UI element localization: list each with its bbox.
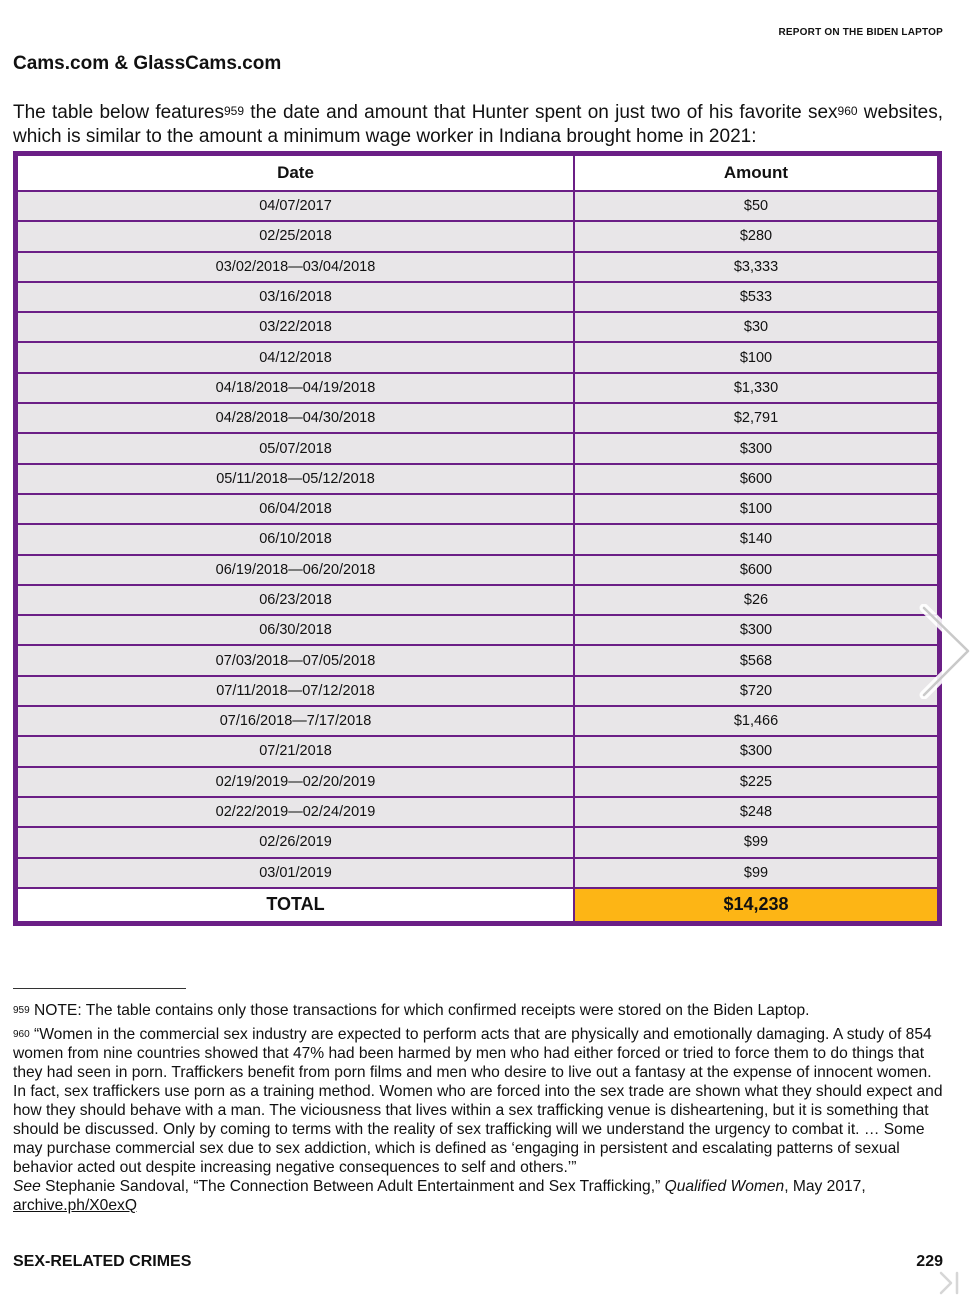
row-amount: $99 [574,858,938,888]
row-amount: $30 [574,312,938,342]
row-date: 07/03/2018—07/05/2018 [17,645,574,675]
table-row [17,676,938,706]
spending-table [16,154,939,923]
row-amount: $1,330 [574,373,938,403]
table-row [17,464,938,494]
row-amount: $248 [574,797,938,827]
row-amount: $720 [574,676,938,706]
table-row [17,645,938,675]
row-date: 03/01/2019 [17,858,574,888]
footnote-quote: “Women in the commercial sex industry are expected to perform acts that are physically and emotionally damaging. A study of 854 women from nine countries showed that 47% had been harmed by men who had either forced or tried to force them to do things that they had seen in porn. Traffickers benefit from porn films and men who desire to live out a fantasy at the expense of innocent women. In fact, sex traffickers use porn as a training method. Women who are forced into the sex trade are shown what they should expect and how they should behave with a man. The viciousness that lives within a sex trafficking venue is disheartening, but it is something that should be discussed. Only by coming to terms with the reality of sex trafficking will we understand the urgency to combat it. … Some may purchase commercial sex due to sex addiction, which is defined as ‘engaging in persistent and escalating patterns of sexual behavior acted out despite increasing negative consequences to self and others.’” [13,1026,943,1176]
row-amount: $100 [574,342,938,372]
section-title: Cams.com & GlassCams.com [13,53,282,74]
row-amount: $300 [574,615,938,645]
row-amount: $280 [574,221,938,251]
see-signal: See [13,1178,41,1195]
footnote-text: NOTE: The table contains only those transactions for which confirmed receipts were stored on the Biden Laptop. [29,1002,810,1019]
row-amount: $600 [574,464,938,494]
citation-journal: Qualified Women [664,1178,785,1195]
table-row [17,827,938,857]
table-row [17,252,938,282]
table-row [17,858,938,888]
citation-text: Stephanie Sandoval, “The Connection Between Adult Entertainment and Sex Trafficking,” [40,1178,665,1195]
row-date: 06/10/2018 [17,524,574,554]
row-amount: $26 [574,585,938,615]
total-row [17,888,938,922]
table-row [17,282,938,312]
row-date: 06/30/2018 [17,615,574,645]
intro-text-3: websites, which is similar to the amount a minimum wage worker in Indiana brought home in 2021: [13,102,944,147]
table-row [17,585,938,615]
row-date: 03/16/2018 [17,282,574,312]
table-row [17,555,938,585]
row-amount: $533 [574,282,938,312]
table-row [17,403,938,433]
footer-section-name: SEX-RELATED CRIMES [13,1253,192,1270]
chevron-right-icon[interactable] [918,604,978,699]
row-date: 06/04/2018 [17,494,574,524]
intro-text-1: The table below features [13,102,224,123]
table-row [17,342,938,372]
row-date: 06/19/2018—06/20/2018 [17,555,574,585]
row-date: 06/23/2018 [17,585,574,615]
header-date: Date [17,155,574,191]
row-date: 02/19/2019—02/20/2019 [17,767,574,797]
table-row [17,615,938,645]
table-row [17,494,938,524]
total-amount: $14,238 [574,888,938,922]
row-amount: $3,333 [574,252,938,282]
row-amount: $568 [574,645,938,675]
row-amount: $140 [574,524,938,554]
row-amount: $50 [574,191,938,221]
intro-text-2: the date and amount that Hunter spent on just two of his favorite sex [244,102,838,123]
row-date: 04/18/2018—04/19/2018 [17,373,574,403]
row-date: 07/11/2018—07/12/2018 [17,676,574,706]
row-date: 07/21/2018 [17,736,574,766]
header-amount: Amount [574,155,938,191]
row-amount: $225 [574,767,938,797]
row-amount: $300 [574,433,938,463]
running-head: REPORT ON THE BIDEN LAPTOP [778,27,943,38]
row-amount: $1,466 [574,706,938,736]
total-label: TOTAL [17,888,574,922]
table-row [17,191,938,221]
skip-to-end-icon[interactable] [935,1270,965,1296]
row-amount: $600 [574,555,938,585]
row-date: 04/28/2018—04/30/2018 [17,403,574,433]
page-number: 229 [916,1253,943,1270]
table-row [17,221,938,251]
table-row [17,767,938,797]
table-header-row [17,155,938,191]
table-row [17,373,938,403]
table-row [17,736,938,766]
intro-paragraph [13,101,943,149]
table-row [17,524,938,554]
row-amount: $2,791 [574,403,938,433]
table-row [17,312,938,342]
row-date: 04/12/2018 [17,342,574,372]
footnote-divider [13,988,186,989]
row-date: 07/16/2018—7/17/2018 [17,706,574,736]
footnote-960 [13,1025,943,1215]
row-date: 04/07/2017 [17,191,574,221]
footnotes [13,1001,943,1220]
footnote-ref-960[interactable]: 960 [837,104,858,118]
footnote-number: 959 [13,1005,30,1016]
table-body [17,191,938,888]
row-date: 03/02/2018—03/04/2018 [17,252,574,282]
table-row [17,433,938,463]
row-date: 02/25/2018 [17,221,574,251]
table-row [17,797,938,827]
row-date: 02/22/2019—02/24/2019 [17,797,574,827]
citation-date: , May 2017, [784,1178,866,1195]
row-amount: $100 [574,494,938,524]
row-amount: $99 [574,827,938,857]
row-date: 02/26/2019 [17,827,574,857]
row-date: 03/22/2018 [17,312,574,342]
table-row [17,706,938,736]
footnote-ref-959[interactable]: 959 [224,104,245,118]
footnote-959 [13,1001,943,1020]
row-amount: $300 [574,736,938,766]
row-date: 05/07/2018 [17,433,574,463]
spending-table-frame [13,151,942,926]
footnote-number: 960 [13,1029,30,1040]
row-date: 05/11/2018—05/12/2018 [17,464,574,494]
citation-link[interactable]: archive.ph/X0exQ [13,1197,137,1214]
